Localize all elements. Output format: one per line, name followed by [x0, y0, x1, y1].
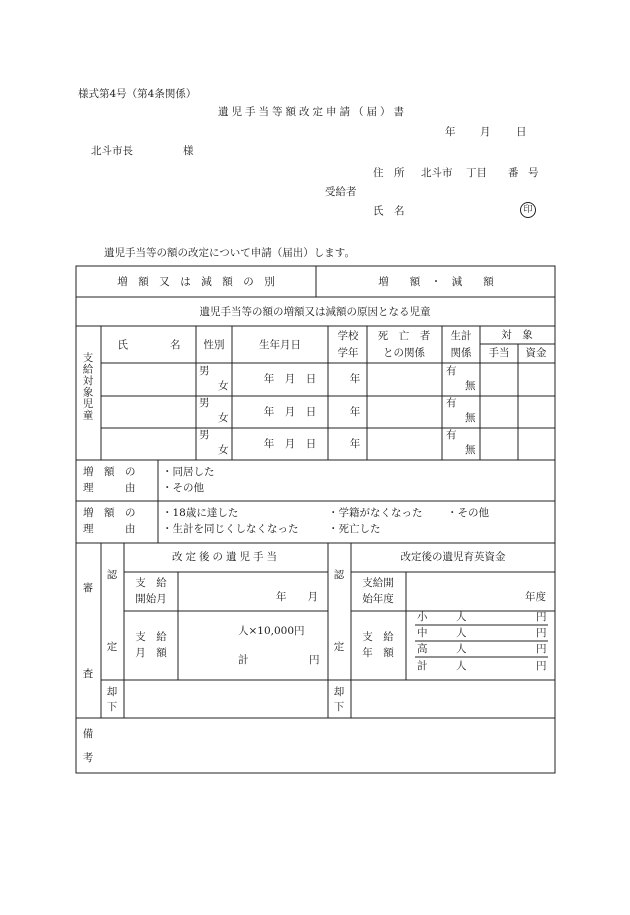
decrease-reason-item: ・死亡した [328, 523, 381, 535]
decrease-reason-label-1: 増 額 の [83, 507, 136, 519]
form-number: 様式第4号（第4条関係） [78, 88, 197, 100]
col-school-2: 学年 [337, 346, 359, 359]
fund-approve-label-2: 定 [333, 640, 345, 653]
sex-female: 女 [218, 444, 229, 456]
grade: 年 [349, 437, 361, 450]
fund-reject-label-2: 下 [333, 700, 345, 713]
grade: 年 [349, 405, 361, 418]
col-name: 氏 名 [117, 338, 181, 351]
monthly-amount-label-1: 支 給 [135, 630, 167, 643]
decrease-reason-item: ・学籍がなくなった [328, 507, 423, 519]
sex-male: 男 [199, 365, 210, 377]
fund-row-unit: 人 [456, 627, 467, 639]
reject-label-1: 却 [106, 685, 118, 698]
birth-date: 年 月 日 [263, 405, 317, 418]
grade: 年 [349, 372, 361, 385]
col-school-1: 学校 [337, 329, 359, 342]
fund-row-label: 計 [417, 660, 428, 672]
living-no: 無 [465, 412, 476, 424]
start-month-value: 年 月 [276, 591, 318, 603]
fund-reject-label-1: 却 [333, 685, 345, 698]
intro-text: 遺児手当等の額の改定について申請（届出）します。 [104, 247, 355, 259]
fund-row-yen: 円 [536, 611, 547, 623]
living-no: 無 [465, 444, 476, 456]
approve-label-2: 定 [106, 640, 118, 653]
col-relation-2: との関係 [383, 346, 425, 359]
living-yes: 有 [446, 397, 457, 409]
decrease-reason-item: ・生計を同じくしなくなった [162, 523, 299, 535]
approve-label-1: 認 [106, 568, 118, 581]
monthly-amount-label-2: 月 額 [135, 646, 167, 659]
annual-amount-label-2: 年 額 [362, 646, 394, 659]
fund-row-unit: 人 [456, 611, 467, 623]
fund-row-yen: 円 [536, 627, 547, 639]
recipient-label: 受給者 [325, 186, 357, 198]
increase-reason-item: ・その他 [162, 482, 204, 494]
date-month: 月 [480, 126, 491, 138]
living-yes: 有 [446, 365, 457, 377]
monthly-total-label: 計 [238, 654, 249, 666]
col-allowance: 手当 [488, 346, 510, 359]
annual-amount-label-1: 支 給 [362, 630, 394, 643]
decrease-reason-item: ・18歳に達した [162, 507, 239, 519]
monthly-total-yen: 円 [309, 654, 320, 666]
target-children-side-label: 支給対象児童 [81, 352, 94, 421]
date-day: 日 [516, 126, 527, 138]
decrease-reason-item: ・その他 [447, 507, 489, 519]
increase-reason-label-1: 増 額 の [83, 466, 136, 478]
review-side-1: 審 [82, 581, 94, 594]
addressee-honorific: 様 [183, 145, 194, 157]
fund-row-label: 小 [417, 611, 428, 623]
start-year-label-2: 始年度 [362, 592, 394, 605]
col-living-1: 生計 [450, 329, 472, 342]
col-relation-1: 死 亡 者 [377, 329, 431, 342]
fund-approve-label-1: 認 [333, 568, 345, 581]
fund-row-label: 高 [417, 643, 428, 655]
remarks-label-2: 考 [82, 751, 94, 764]
per-person-amount: 人×10,000円 [238, 625, 305, 637]
review-side-2: 査 [82, 667, 94, 680]
reject-label-2: 下 [106, 700, 118, 713]
fund-row-label: 中 [417, 627, 428, 639]
living-no: 無 [465, 380, 476, 392]
start-month-label-2: 開始月 [135, 592, 167, 605]
sex-male: 男 [199, 397, 210, 409]
seal-mark: 印 [520, 202, 536, 218]
birth-date: 年 月 日 [263, 372, 317, 385]
allowance-section-title: 改定後の遺児手当 [172, 550, 280, 563]
col-sex: 性別 [203, 338, 225, 351]
increase-reason-item: ・同居した [162, 466, 215, 478]
address-chome: 丁目 [466, 167, 487, 179]
change-type-options: 増 額 ・ 減 額 [378, 275, 494, 288]
address-ban: 番 [508, 167, 519, 179]
remarks-label-1: 備 [82, 727, 94, 740]
sex-female: 女 [218, 380, 229, 392]
fund-row-unit: 人 [456, 660, 467, 672]
col-fund: 資金 [525, 346, 547, 359]
document-title: 遺児手当等額改定申請（届）書 [218, 106, 407, 118]
col-dob: 生年月日 [259, 338, 301, 351]
col-living-2: 関係 [450, 346, 472, 359]
address-go: 号 [528, 167, 539, 179]
address-city: 北斗市 [421, 167, 453, 179]
section-title: 遺児手当等の額の増額又は減額の原因となる児童 [199, 305, 431, 318]
sex-female: 女 [218, 412, 229, 424]
name-label: 氏 名 [373, 205, 405, 217]
start-year-value: 年度 [525, 591, 546, 603]
birth-date: 年 月 日 [263, 437, 317, 450]
living-yes: 有 [446, 429, 457, 441]
start-year-label-1: 支給開 [362, 576, 394, 589]
fund-row-yen: 円 [536, 643, 547, 655]
date-year: 年 [445, 126, 456, 138]
col-target: 対 象 [501, 328, 533, 341]
address-label: 住 所 [373, 167, 405, 179]
increase-reason-label-2: 理 由 [83, 482, 136, 494]
start-month-label-1: 支 給 [135, 576, 167, 589]
decrease-reason-label-2: 理 由 [83, 523, 136, 535]
sex-male: 男 [199, 429, 210, 441]
addressee-name: 北斗市長 [91, 145, 133, 157]
fund-row-yen: 円 [536, 660, 547, 672]
fund-row-unit: 人 [456, 643, 467, 655]
fund-section-title: 改定後の遺児育英資金 [400, 550, 506, 563]
change-type-label: 増 額 又 は 減 額 の 別 [117, 275, 275, 288]
